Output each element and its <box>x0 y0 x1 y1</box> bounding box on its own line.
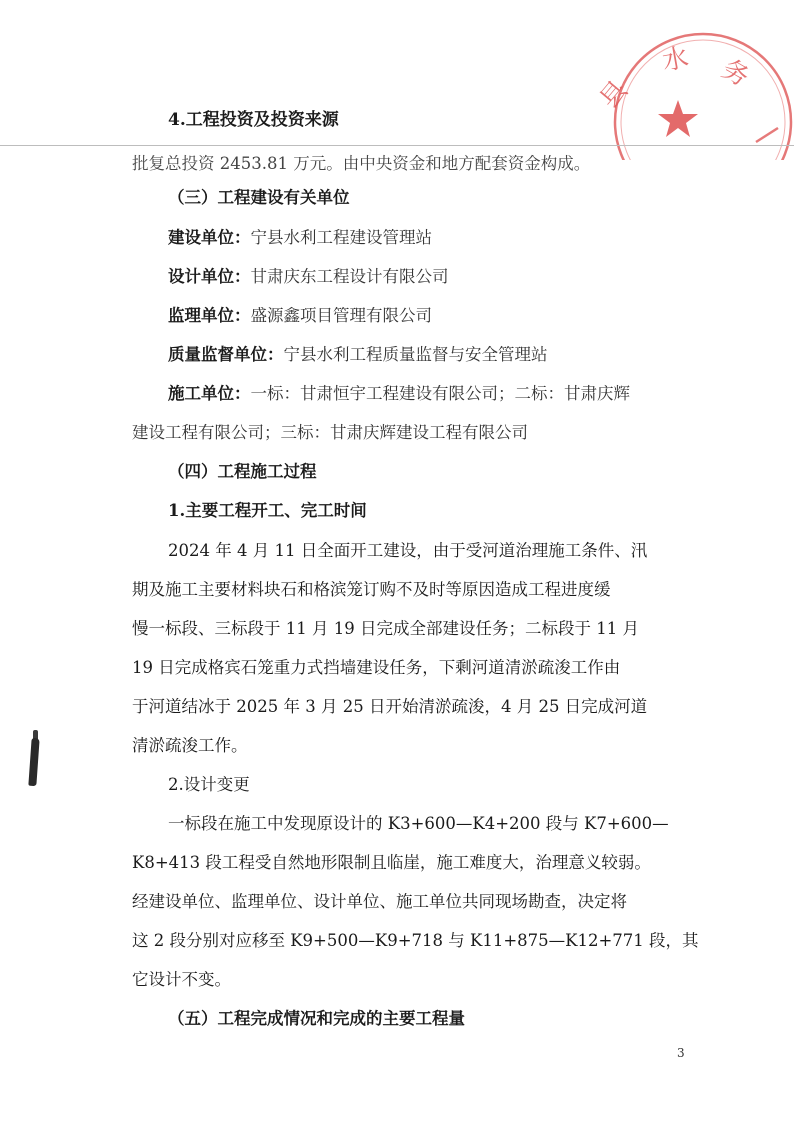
unit-row-designer <box>168 265 449 289</box>
investment-text-clip <box>132 150 692 174</box>
official-seal-stamp <box>588 30 794 160</box>
section-heading-investment: 4.工程投资及投资来源 <box>168 110 339 130</box>
paragraph-line: 它设计不变。 <box>132 970 231 989</box>
seal-char-3: 务 <box>716 54 755 94</box>
scan-smudge-mark <box>28 738 39 786</box>
unit-value: 盛源鑫项目管理有限公司 <box>250 306 432 325</box>
unit-row-builder <box>168 226 432 250</box>
paragraph-line: 于河道结冰于 2025 年 3 月 25 日开始清淤疏浚，4 月 25 日完成河道 <box>132 697 648 716</box>
section-heading-units: （三）工程建设有关单位 <box>168 188 350 207</box>
unit-label: 建设单位： <box>168 228 251 247</box>
section-heading-completion: （五）工程完成情况和完成的主要工程量 <box>168 1009 465 1028</box>
seal-char-1: 县 <box>594 75 635 115</box>
paragraph-line: 19 日完成格宾石笼重力式挡墙建设任务，下剩河道清淤疏浚工作由 <box>132 658 621 677</box>
investment-text: 批复总投资 2453.81 万元。由中央资金和地方配套资金构成。 <box>132 154 591 173</box>
subheading-design-change: 2.设计变更 <box>168 775 250 794</box>
paragraph-line: 这 2 段分别对应移至 K9+500—K9+718 与 K11+875—K12+771 段，其 <box>132 931 699 950</box>
page-number: 3 <box>677 1046 685 1060</box>
paragraph-line: 经建设单位、监理单位、设计单位、施工单位共同现场勘查，决定将 <box>132 892 627 911</box>
unit-row-supervisor <box>168 304 432 328</box>
section-heading-process: （四）工程施工过程 <box>168 462 317 481</box>
unit-label: 设计单位： <box>168 267 251 286</box>
paragraph-line: K8+413 段工程受自然地形限制且临崖，施工难度大，治理意义较弱。 <box>132 853 651 872</box>
unit-row-contractor <box>168 382 630 406</box>
subheading-schedule: 1.主要工程开工、完工时间 <box>168 501 367 520</box>
unit-value: 一标：甘肃恒宇工程建设有限公司；二标：甘肃庆辉 <box>250 384 630 403</box>
paragraph-line: 清淤疏浚工作。 <box>132 736 248 755</box>
unit-value: 宁县水利工程建设管理站 <box>250 228 432 247</box>
paragraph-line: 慢一标段、三标段于 11 月 19 日完成全部建设任务；二标段于 11 月 <box>132 619 639 638</box>
unit-label: 施工单位： <box>168 384 251 403</box>
unit-value: 宁县水利工程质量监督与安全管理站 <box>283 345 548 364</box>
paragraph-line: 2024 年 4 月 11 日全面开工建设，由于受河道治理施工条件、汛 <box>168 541 648 560</box>
unit-label: 质量监督单位： <box>168 345 284 364</box>
seal-char-2: 水 <box>660 42 691 77</box>
unit-label: 监理单位： <box>168 306 251 325</box>
scan-fold-line <box>0 145 794 146</box>
paragraph-line: 期及施工主要材料块石和格滨笼订购不及时等原因造成工程进度缓 <box>132 580 611 599</box>
paragraph-line: 一标段在施工中发现原设计的 K3+600—K4+200 段与 K7+600— <box>168 814 669 833</box>
unit-value: 甘肃庆东工程设计有限公司 <box>250 267 449 286</box>
unit-row-contractor-cont: 建设工程有限公司；三标：甘肃庆辉建设工程有限公司 <box>132 423 528 442</box>
unit-row-quality <box>168 343 548 367</box>
